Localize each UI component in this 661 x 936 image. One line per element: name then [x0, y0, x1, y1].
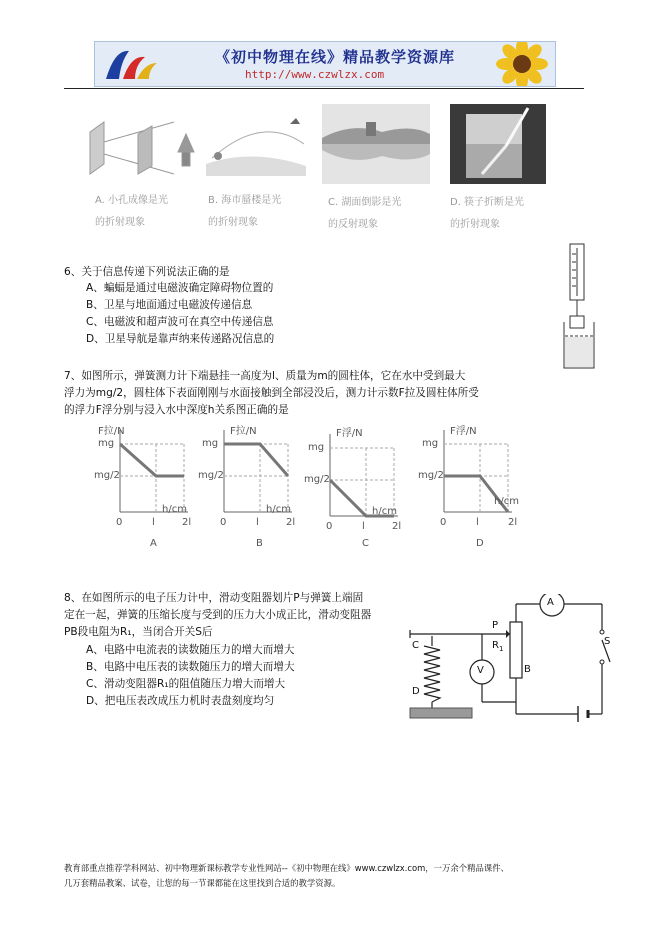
graph-b-xtick-l: l — [256, 517, 259, 528]
graph-c-xtick-2l: 2l — [392, 521, 402, 532]
graph-b-ytick-mg2: mg/2 — [198, 470, 224, 481]
q7-graph-c[interactable] — [304, 424, 402, 556]
q8-option-d[interactable]: D、把电压表改成压力机时表盘刻度均匀 — [86, 695, 275, 707]
graph-d-ytick-mg: mg — [422, 438, 439, 449]
q8-line-3: PB段电阻为R₁，当闭合开关S后 — [64, 626, 213, 638]
graph-c-xtick-0: 0 — [326, 521, 333, 532]
resistor-b-label: B — [524, 664, 531, 675]
graph-d-ytick-mg2: mg/2 — [418, 470, 444, 481]
footer-line-2: 几万套精品教案、试卷，让您的每一节课都能在这里找到合适的教学资源。 — [64, 878, 341, 888]
q7-graph-b[interactable] — [198, 420, 296, 552]
graph-c-xtick-l: l — [362, 521, 365, 532]
chopstick-glass-photo — [450, 104, 546, 184]
q6-stem: 6、关于信息传递下列说法正确的是 — [64, 266, 230, 278]
graph-a-ytick-mg2: mg/2 — [94, 470, 120, 481]
voltmeter-label: V — [477, 665, 484, 676]
graph-c-ytick-mg: mg — [308, 442, 325, 453]
pressure-circuit-diagram — [404, 594, 620, 724]
q7-graph-a[interactable] — [94, 420, 192, 552]
banner-title: 《初中物理在线》精品教学资源库 — [215, 48, 456, 66]
graph-b-xtick-2l: 2l — [286, 517, 296, 528]
logo-icon — [101, 45, 161, 83]
graph-a-xtick-l: l — [152, 517, 155, 528]
plate-c-label: C — [412, 640, 419, 651]
graph-d-xtick-0: 0 — [440, 517, 447, 528]
q5-caption-b: B. 海市蜃楼是光 的折射现象 — [208, 195, 282, 228]
lake-reflection-photo — [322, 104, 430, 184]
q6-option-d[interactable]: D、卫星导航是靠声纳来传递路况信息的 — [86, 333, 275, 345]
sunflower-icon — [489, 41, 555, 87]
graph-a-xtitle: h/cm — [162, 504, 187, 515]
graph-d-xtitle: h/cm — [494, 496, 519, 507]
plot-line — [120, 444, 184, 476]
graph-d-label: D — [476, 538, 484, 549]
graph-b-xtitle: h/cm — [266, 504, 291, 515]
graph-b-label: B — [256, 538, 263, 549]
q5-caption-c: C. 湖面倒影是光 的反射现象 — [328, 197, 402, 230]
q8-option-a[interactable]: A、电路中电流表的读数随压力的增大而增大 — [86, 644, 295, 656]
graph-a-label: A — [150, 538, 157, 549]
q7-graph-d[interactable] — [420, 420, 520, 552]
resistor-r-label: $R_1$ — [492, 640, 504, 653]
graph-b-xtick-0: 0 — [220, 517, 227, 528]
graph-c-ytick-mg2: mg/2 — [304, 474, 330, 485]
q6-option-a[interactable]: A、蝙蝠是通过电磁波确定障碍物位置的 — [86, 282, 274, 294]
graph-a-ytick-mg: mg — [98, 438, 115, 449]
graph-c-xtitle: h/cm — [372, 506, 397, 517]
q5-caption-d: D. 筷子折断是光 的折射现象 — [450, 197, 525, 230]
pinhole-figure — [90, 122, 194, 174]
q7-line-1: 7、如图所示，弹簧测力计下端悬挂一高度为l、质量为m的圆柱体，它在水中受到最大 — [64, 370, 466, 382]
ammeter-label: A — [547, 597, 554, 608]
q5-figure-row — [82, 104, 552, 186]
q5-caption-a: A. 小孔成像是光 的折射现象 — [95, 195, 169, 228]
footer-line-1: 教育部重点推荐学科网站、初中物理新课标教学专业性网站--《初中物理在线》www.czwlzx.com，一万余个精品课件、 — [64, 863, 510, 873]
graph-a-xtick-2l: 2l — [182, 517, 192, 528]
mirage-figure — [206, 118, 306, 176]
graph-c-label: C — [362, 538, 369, 549]
q8-line-2: 定在一起，弹簧的压缩长度与受到的压力大小成正比，滑动变阻器 — [64, 609, 372, 621]
q8-option-b[interactable]: B、电路中电压表的读数随压力的增大而增大 — [86, 661, 295, 673]
slider-p-label: P — [492, 620, 499, 631]
q6-option-b[interactable]: B、卫星与地面通过电磁波传递信息 — [86, 299, 253, 311]
header-banner — [94, 41, 556, 87]
plot-line — [224, 444, 288, 476]
q7-line-2: 浮力为mg/2，圆柱体下表面刚刚与水面接触到全部浸没后，测力计示数F拉及圆柱体所受 — [64, 387, 479, 399]
spring-d-label: D — [412, 686, 420, 697]
switch-s-label: S — [604, 636, 611, 647]
circuit-svg — [404, 594, 620, 724]
q6-option-c[interactable]: C、电磁波和超声波可在真空中传递信息 — [86, 316, 274, 328]
graph-d-xtick-2l: 2l — [508, 517, 518, 528]
graph-d-ytitle: F浮/N — [450, 426, 477, 437]
graph-c-ytitle: F浮/N — [336, 428, 363, 439]
header-rule — [64, 88, 584, 89]
graph-a-xtick-0: 0 — [116, 517, 123, 528]
q8-option-c[interactable]: C、滑动变阻器R₁的阻值随压力增大而增大 — [86, 678, 286, 690]
q7-line-3: 的浮力F浮分别与浸入水中深度h关系图正确的是 — [64, 404, 289, 416]
spring-scale-figure — [562, 240, 602, 380]
banner-url[interactable]: http://www.czwlzx.com — [245, 68, 385, 81]
graph-b-ytitle: F拉/N — [230, 426, 257, 437]
graph-d-xtick-l: l — [476, 517, 479, 528]
q8-line-1: 8、在如图所示的电子压力计中，滑动变阻器划片P与弹簧上端固 — [64, 592, 364, 604]
graph-b-ytick-mg: mg — [202, 438, 219, 449]
graph-a-ytitle: F拉/N — [98, 426, 125, 437]
